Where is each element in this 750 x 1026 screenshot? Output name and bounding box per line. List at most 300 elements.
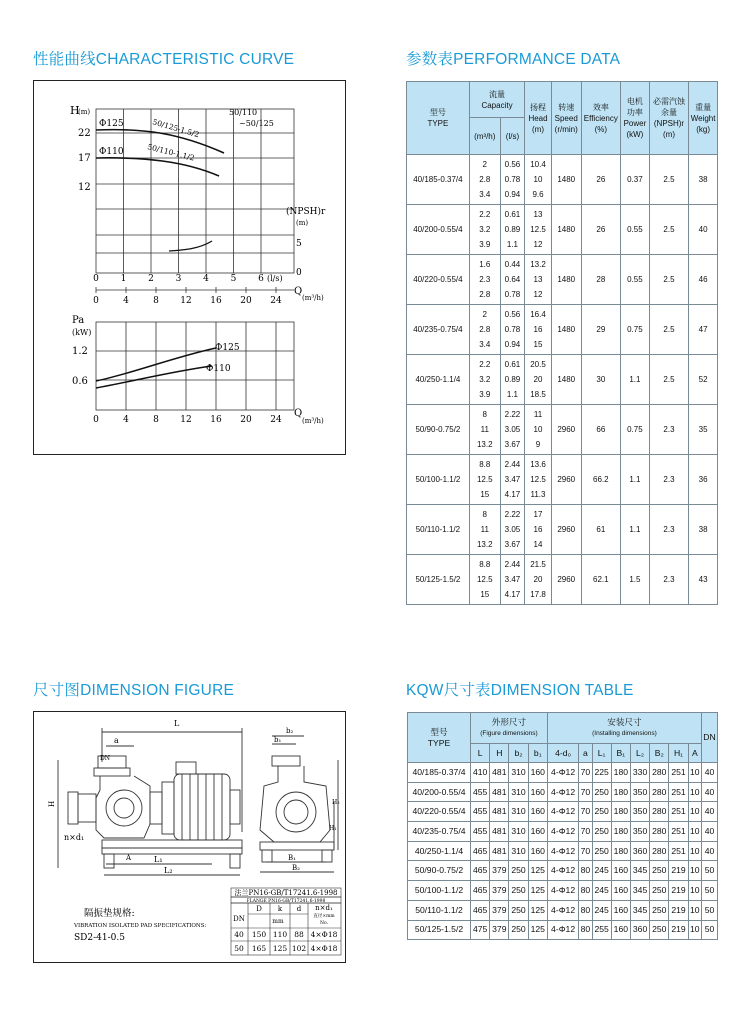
p-label-phi110: Φ110 bbox=[206, 364, 231, 374]
dim-row bbox=[408, 822, 718, 842]
pad-subtitle: VIBRATION ISOLATED PAD SPECIFICATIONS: bbox=[74, 923, 207, 929]
flange-header-nxd1: n×d₁ bbox=[315, 904, 333, 912]
dimension-table bbox=[407, 712, 718, 940]
q-tick: 20 bbox=[240, 296, 252, 306]
dim-cell: 360 bbox=[630, 841, 649, 861]
dim-cell: 4-Φ12 bbox=[547, 763, 578, 783]
ls-tick: 2 bbox=[148, 274, 154, 284]
dim-cell: 50 bbox=[702, 920, 718, 940]
ls-tick: 4 bbox=[203, 274, 209, 284]
perf-cell: 1480 bbox=[551, 155, 581, 205]
flange-header-d-small: d bbox=[296, 905, 302, 913]
dim-row bbox=[408, 782, 718, 802]
dim-cell: 10 bbox=[688, 900, 701, 920]
p-tick-1-2: 1.2 bbox=[72, 346, 88, 357]
dim-cell: 379 bbox=[490, 861, 509, 881]
perf-cell: 47 bbox=[689, 305, 718, 355]
dim-cell: 345 bbox=[630, 861, 649, 881]
perf-cell: 8 11 13.2 bbox=[469, 505, 500, 555]
perf-cell: 40/220-0.55/4 bbox=[407, 255, 470, 305]
q-axis-unit: (m³/h) bbox=[302, 294, 324, 302]
perf-cell: 30 bbox=[581, 355, 620, 405]
dim-col-header: H₁ bbox=[669, 744, 688, 763]
perf-cell: 2.5 bbox=[649, 255, 688, 305]
q-axis-label: Q bbox=[294, 286, 303, 297]
dim-cell: 310 bbox=[509, 782, 528, 802]
dim-label-a: a bbox=[114, 736, 119, 745]
dim-cell: 180 bbox=[611, 822, 630, 842]
dim-cell: 250 bbox=[592, 822, 611, 842]
dimension-figure-frame bbox=[33, 711, 346, 963]
dim-label-b1: b₁ bbox=[274, 736, 282, 744]
dim-cell: 345 bbox=[630, 881, 649, 901]
dim-cell: 250 bbox=[650, 900, 669, 920]
perf-cell: 0.37 bbox=[621, 155, 650, 205]
q-tick: 16 bbox=[210, 296, 222, 306]
dim-cell: 310 bbox=[509, 822, 528, 842]
perf-cell: 10.4 10 9.6 bbox=[525, 155, 552, 205]
dim-cell: 40/185-0.37/4 bbox=[408, 763, 471, 783]
perf-cell: 13 12.5 12 bbox=[525, 205, 552, 255]
dim-cell: 50/100-1.1/2 bbox=[408, 881, 471, 901]
dim-cell: 40/220-0.55/4 bbox=[408, 802, 471, 822]
perf-cell: 1480 bbox=[551, 305, 581, 355]
perf-cell: 11 10 9 bbox=[525, 405, 552, 455]
perf-cell: 29 bbox=[581, 305, 620, 355]
perf-header-cap-m3h: (m³/h) bbox=[469, 118, 500, 155]
pad-model: SD2-41-0.5 bbox=[74, 933, 125, 943]
dim-cell: 160 bbox=[611, 881, 630, 901]
dim-cell: 40 bbox=[702, 763, 718, 783]
perf-cell: 40/200-0.55/4 bbox=[407, 205, 470, 255]
perf-header-type: 型号 TYPE bbox=[407, 82, 470, 155]
perf-cell: 21.5 20 17.8 bbox=[525, 555, 552, 605]
perf-cell: 1.5 bbox=[621, 555, 650, 605]
perf-cell: 26 bbox=[581, 205, 620, 255]
perf-cell: 2 2.8 3.4 bbox=[469, 155, 500, 205]
dim-cell: 70 bbox=[579, 782, 592, 802]
flange-no: No. bbox=[320, 921, 328, 926]
flange-cell: 40 bbox=[234, 930, 244, 939]
perf-cell: 50/125-1.5/2 bbox=[407, 555, 470, 605]
perf-cell: 2.3 bbox=[649, 405, 688, 455]
dim-cell: 475 bbox=[471, 920, 490, 940]
dim-cell: 4-Φ12 bbox=[547, 841, 578, 861]
dim-cell: 40/250-1.1/4 bbox=[408, 841, 471, 861]
perf-cell: 2.44 3.47 4.17 bbox=[500, 455, 524, 505]
perf-cell: 0.55 bbox=[621, 255, 650, 305]
dim-cell: 50/90-0.75/2 bbox=[408, 861, 471, 881]
dim-cell: 379 bbox=[490, 900, 509, 920]
h-axis-label: H bbox=[70, 104, 80, 117]
flange-cell: 125 bbox=[272, 944, 288, 953]
perf-cell: 0.61 0.89 1.1 bbox=[500, 355, 524, 405]
series-note-2: ~50/125 bbox=[239, 119, 274, 128]
perf-cell: 26 bbox=[581, 155, 620, 205]
dim-label-L1: L₁ bbox=[154, 855, 163, 864]
perf-row bbox=[407, 205, 718, 255]
flange-header-d: D bbox=[256, 905, 262, 913]
dim-cell: 160 bbox=[611, 861, 630, 881]
dim-cell: 280 bbox=[650, 763, 669, 783]
dim-cell: 465 bbox=[471, 841, 490, 861]
perf-cell: 2960 bbox=[551, 505, 581, 555]
dim-cell: 379 bbox=[490, 920, 509, 940]
perf-cell: 43 bbox=[689, 555, 718, 605]
dim-col-header: B₁ bbox=[611, 744, 630, 763]
perf-cell: 2.3 bbox=[649, 555, 688, 605]
h-axis-unit: (m) bbox=[78, 108, 91, 116]
perf-section-title: 参数表PERFORMANCE DATA bbox=[406, 51, 621, 68]
dim-cell: 70 bbox=[579, 841, 592, 861]
perf-row bbox=[407, 305, 718, 355]
dim-row bbox=[408, 881, 718, 901]
dim-cell: 160 bbox=[611, 900, 630, 920]
dim-cell: 465 bbox=[471, 881, 490, 901]
dim-cell: 50/110-1.1/2 bbox=[408, 900, 471, 920]
perf-cell: 1480 bbox=[551, 205, 581, 255]
dim-cell: 250 bbox=[650, 881, 669, 901]
q-ls-ticks bbox=[93, 274, 264, 284]
dim-cell: 310 bbox=[509, 841, 528, 861]
dim-body bbox=[408, 763, 718, 940]
dim-cell: 330 bbox=[630, 763, 649, 783]
perf-cell: 8.8 12.5 15 bbox=[469, 555, 500, 605]
dim-cell: 50 bbox=[702, 861, 718, 881]
dim-col-header: L bbox=[471, 744, 490, 763]
perf-body bbox=[407, 155, 718, 605]
dimtable-section-title: KQW尺寸表DIMENSION TABLE bbox=[406, 682, 634, 699]
dim-cell: 125 bbox=[528, 881, 547, 901]
perf-cell: 1480 bbox=[551, 355, 581, 405]
perf-cell: 2.22 3.05 3.67 bbox=[500, 505, 524, 555]
dim-cell: 40/200-0.55/4 bbox=[408, 782, 471, 802]
npsh-tick-5: 5 bbox=[296, 239, 302, 249]
q-tick: 20 bbox=[240, 415, 252, 425]
dim-cell: 219 bbox=[669, 900, 688, 920]
q-tick: 12 bbox=[180, 415, 192, 425]
head-curve-110 bbox=[96, 158, 219, 176]
ls-tick: 6 bbox=[258, 274, 264, 284]
perf-cell: 0.61 0.89 1.1 bbox=[500, 205, 524, 255]
p-tick-0-6: 0.6 bbox=[72, 376, 88, 387]
dim-cell: 80 bbox=[579, 920, 592, 940]
dim-cell: 40 bbox=[702, 782, 718, 802]
perf-cell: 40/250-1.1/4 bbox=[407, 355, 470, 405]
q-tick: 4 bbox=[123, 296, 129, 306]
q-tick: 12 bbox=[180, 296, 192, 306]
npsh-axis-label: (NPSH)r bbox=[286, 207, 326, 217]
dim-cell: 251 bbox=[669, 841, 688, 861]
perf-cell: 50/100-1.1/2 bbox=[407, 455, 470, 505]
perf-cell: 2.5 bbox=[649, 355, 688, 405]
dim-cell: 219 bbox=[669, 881, 688, 901]
dim-cell: 251 bbox=[669, 782, 688, 802]
dim-cell: 10 bbox=[688, 881, 701, 901]
dim-label-L2: L₂ bbox=[164, 866, 173, 875]
dim-col-header: B₂ bbox=[650, 744, 669, 763]
q-tick: 24 bbox=[270, 415, 282, 425]
perf-cell: 40/185-0.37/4 bbox=[407, 155, 470, 205]
dim-cell: 350 bbox=[630, 782, 649, 802]
perf-cell: 0.44 0.64 0.78 bbox=[500, 255, 524, 305]
dim-cell: 160 bbox=[528, 782, 547, 802]
perf-cell: 52 bbox=[689, 355, 718, 405]
perf-cell: 17 16 14 bbox=[525, 505, 552, 555]
dim-col-header: A bbox=[688, 744, 701, 763]
perf-cell: 38 bbox=[689, 505, 718, 555]
dim-cell: 180 bbox=[611, 782, 630, 802]
p-axis-label: Pa bbox=[72, 315, 85, 326]
dim-cell: 70 bbox=[579, 822, 592, 842]
perf-row bbox=[407, 455, 718, 505]
perf-cell: 16.4 16 15 bbox=[525, 305, 552, 355]
curve-label-phi110: Φ110 bbox=[99, 147, 124, 157]
perf-cell: 1.1 bbox=[621, 355, 650, 405]
perf-cell: 38 bbox=[689, 155, 718, 205]
dim-cell: 80 bbox=[579, 881, 592, 901]
perf-cell: 2.5 bbox=[649, 305, 688, 355]
dim-col-header: a bbox=[579, 744, 592, 763]
dim-cell: 4-Φ12 bbox=[547, 822, 578, 842]
h-tick-22: 22 bbox=[78, 128, 91, 139]
perf-cell: 2.22 3.05 3.67 bbox=[500, 405, 524, 455]
dim-cell: 70 bbox=[579, 763, 592, 783]
dim-cell: 10 bbox=[688, 782, 701, 802]
dim-cell: 70 bbox=[579, 802, 592, 822]
dim-cell: 255 bbox=[592, 920, 611, 940]
perf-row bbox=[407, 355, 718, 405]
dim-label-H: H bbox=[48, 800, 56, 807]
characteristic-curve-chart bbox=[34, 81, 345, 454]
dim-cell: 350 bbox=[630, 802, 649, 822]
dim-col-header: 4-d₀ bbox=[547, 744, 578, 763]
perf-cell: 13.6 12.5 11.3 bbox=[525, 455, 552, 505]
flange-cell: 165 bbox=[251, 944, 267, 953]
perf-header-speed: 转速 Speed (r/min) bbox=[551, 82, 581, 155]
p-q-ticks bbox=[93, 415, 282, 425]
perf-cell: 0.56 0.78 0.94 bbox=[500, 305, 524, 355]
q-tick: 8 bbox=[153, 415, 159, 425]
p-axis-unit: (kW) bbox=[72, 328, 92, 337]
npsh-curve bbox=[169, 241, 212, 251]
perf-cell: 8 11 13.2 bbox=[469, 405, 500, 455]
dim-cell: 245 bbox=[592, 861, 611, 881]
perf-cell: 0.75 bbox=[621, 405, 650, 455]
dim-cell: 250 bbox=[509, 920, 528, 940]
dim-cell: 4-Φ12 bbox=[547, 881, 578, 901]
perf-row bbox=[407, 255, 718, 305]
flange-header-k: k bbox=[277, 905, 283, 913]
dim-cell: 251 bbox=[669, 763, 688, 783]
perf-cell: 2960 bbox=[551, 405, 581, 455]
q-ls-unit: (l/s) bbox=[267, 274, 283, 283]
dim-col-header: H bbox=[490, 744, 509, 763]
dim-cell: 481 bbox=[490, 782, 509, 802]
flange-cell: 150 bbox=[251, 930, 267, 939]
dim-col-header: L₁ bbox=[592, 744, 611, 763]
q-tick: 24 bbox=[270, 296, 282, 306]
flange-table bbox=[231, 888, 341, 955]
perf-header-npsh: 必需汽蚀 余量 (NPSH)r (m) bbox=[649, 82, 688, 155]
perf-cell: 2.2 3.2 3.9 bbox=[469, 205, 500, 255]
flange-mm: mm bbox=[272, 918, 284, 925]
dim-cell: 160 bbox=[528, 763, 547, 783]
dim-cell: 455 bbox=[471, 802, 490, 822]
dim-cell: 10 bbox=[688, 920, 701, 940]
dim-cell: 481 bbox=[490, 841, 509, 861]
curve-label-50-110: 50/110-1.1/2 bbox=[146, 142, 196, 163]
dim-label-L: L bbox=[174, 719, 180, 728]
perf-cell: 62.1 bbox=[581, 555, 620, 605]
q-tick: 8 bbox=[153, 296, 159, 306]
flange-cell: 102 bbox=[291, 944, 307, 953]
dim-cell: 160 bbox=[528, 802, 547, 822]
dim-cell: 465 bbox=[471, 900, 490, 920]
dim-label-H2: H₂ bbox=[332, 799, 340, 806]
flange-cell: 110 bbox=[272, 930, 288, 939]
dim-cell: 125 bbox=[528, 920, 547, 940]
dim-cell: 125 bbox=[528, 861, 547, 881]
q-tick: 0 bbox=[93, 296, 99, 306]
dim-header-dn: DN bbox=[702, 713, 718, 763]
perf-cell: 0.56 0.78 0.94 bbox=[500, 155, 524, 205]
dimension-drawing bbox=[34, 712, 345, 962]
dim-cell: 250 bbox=[509, 861, 528, 881]
dim-cell: 80 bbox=[579, 900, 592, 920]
dim-cell: 481 bbox=[490, 822, 509, 842]
perf-cell: 8.8 12.5 15 bbox=[469, 455, 500, 505]
dim-cell: 455 bbox=[471, 782, 490, 802]
q-tick: 0 bbox=[93, 415, 99, 425]
flange-cell: 4×Φ18 bbox=[310, 930, 338, 939]
dim-cell: 280 bbox=[650, 782, 669, 802]
dim-cell: 219 bbox=[669, 920, 688, 940]
dim-label-b2: b₂ bbox=[286, 727, 294, 735]
flange-subtitle: FLANGE PN16-GB/T17241.6-1998 bbox=[246, 899, 326, 904]
perf-cell: 20.5 20 18.5 bbox=[525, 355, 552, 405]
dim-cell: 410 bbox=[471, 763, 490, 783]
perf-cell: 2.3 bbox=[649, 455, 688, 505]
dim-cell: 80 bbox=[579, 861, 592, 881]
perf-cell: 50/110-1.1/2 bbox=[407, 505, 470, 555]
dim-cell: 245 bbox=[592, 900, 611, 920]
dim-row bbox=[408, 763, 718, 783]
perf-header-cap-ls: (l/s) bbox=[500, 118, 524, 155]
dim-cell: 345 bbox=[630, 900, 649, 920]
dim-cell: 251 bbox=[669, 822, 688, 842]
npsh-axis-unit: (m) bbox=[296, 219, 309, 227]
p-q-axis-label: Q bbox=[294, 408, 303, 419]
perf-cell: 2.3 bbox=[649, 505, 688, 555]
dim-cell: 250 bbox=[650, 861, 669, 881]
dim-cell: 250 bbox=[592, 802, 611, 822]
dim-cell: 50 bbox=[702, 900, 718, 920]
dim-cell: 4-Φ12 bbox=[547, 802, 578, 822]
perf-cell: 40/235-0.75/4 bbox=[407, 305, 470, 355]
perf-cell: 0.75 bbox=[621, 305, 650, 355]
dim-cell: 160 bbox=[528, 822, 547, 842]
dim-label-H1: H₁ bbox=[329, 825, 337, 832]
dim-cell: 310 bbox=[509, 802, 528, 822]
flange-cell: 50 bbox=[234, 944, 244, 953]
perf-cell: 2 2.8 3.4 bbox=[469, 305, 500, 355]
q-m3h-ticks bbox=[93, 296, 282, 306]
dim-cell: 250 bbox=[592, 841, 611, 861]
perf-header-power: 电机 功率 Power (kW) bbox=[621, 82, 650, 155]
perf-row bbox=[407, 505, 718, 555]
dim-cell: 465 bbox=[471, 861, 490, 881]
flange-unit-note: 直径×mm bbox=[313, 914, 335, 919]
dim-cell: 481 bbox=[490, 802, 509, 822]
q-tick: 4 bbox=[123, 415, 129, 425]
p-label-phi125: Φ125 bbox=[215, 343, 240, 353]
dim-row bbox=[408, 802, 718, 822]
h-tick-12: 12 bbox=[78, 182, 91, 193]
dim-cell: 10 bbox=[688, 861, 701, 881]
ls-tick: 1 bbox=[120, 274, 127, 284]
dim-label-nxd1: n×d₁ bbox=[64, 833, 85, 842]
dim-cell: 251 bbox=[669, 802, 688, 822]
dim-header-installing: 安装尺寸 (Installing dimensions) bbox=[547, 713, 701, 744]
dim-cell: 481 bbox=[490, 763, 509, 783]
dim-cell: 280 bbox=[650, 841, 669, 861]
perf-cell: 36 bbox=[689, 455, 718, 505]
perf-cell: 40 bbox=[689, 205, 718, 255]
perf-cell: 2.44 3.47 4.17 bbox=[500, 555, 524, 605]
dimfig-section-title: 尺寸图DIMENSION FIGURE bbox=[33, 682, 235, 699]
curve-label-phi125: Φ125 bbox=[99, 119, 124, 129]
dim-label-B1: B₁ bbox=[288, 854, 296, 862]
dim-cell: 50 bbox=[702, 881, 718, 901]
dim-cell: 250 bbox=[650, 920, 669, 940]
perf-cell: 28 bbox=[581, 255, 620, 305]
dim-cell: 225 bbox=[592, 763, 611, 783]
perf-header-efficiency: 效率 Efficiency (%) bbox=[581, 82, 620, 155]
dim-cell: 350 bbox=[630, 822, 649, 842]
pump-front-view bbox=[260, 736, 338, 872]
dim-label-B2: B₂ bbox=[292, 864, 300, 872]
ls-tick: 5 bbox=[230, 274, 237, 284]
dim-cell: 40 bbox=[702, 822, 718, 842]
perf-cell: 46 bbox=[689, 255, 718, 305]
dim-cell: 4-Φ12 bbox=[547, 861, 578, 881]
flange-title: 法兰PN16-GB/T17241.6-1998 bbox=[234, 889, 338, 897]
dim-header-figure: 外形尺寸 (Figure dimensions) bbox=[471, 713, 548, 744]
flange-header-dn: DN bbox=[233, 915, 245, 923]
dim-cell: 4-Φ12 bbox=[547, 900, 578, 920]
dim-cell: 10 bbox=[688, 802, 701, 822]
perf-header-head: 扬程 Head (m) bbox=[525, 82, 552, 155]
perf-cell: 2.2 3.2 3.9 bbox=[469, 355, 500, 405]
dim-cell: 180 bbox=[611, 763, 630, 783]
dim-cell: 10 bbox=[688, 841, 701, 861]
dim-cell: 160 bbox=[611, 920, 630, 940]
ls-tick: 3 bbox=[175, 274, 182, 284]
perf-cell: 1.6 2.3 2.8 bbox=[469, 255, 500, 305]
perf-cell: 0.55 bbox=[621, 205, 650, 255]
dim-cell: 379 bbox=[490, 881, 509, 901]
dim-cell: 250 bbox=[592, 782, 611, 802]
dim-cell: 160 bbox=[528, 841, 547, 861]
dim-row bbox=[408, 861, 718, 881]
perf-cell: 61 bbox=[581, 505, 620, 555]
perf-header-capacity: 流量 Capacity bbox=[469, 82, 524, 118]
perf-cell: 2.5 bbox=[649, 205, 688, 255]
dim-cell: 40/235-0.75/4 bbox=[408, 822, 471, 842]
dim-row bbox=[408, 841, 718, 861]
flange-cell: 4×Φ18 bbox=[310, 944, 338, 953]
